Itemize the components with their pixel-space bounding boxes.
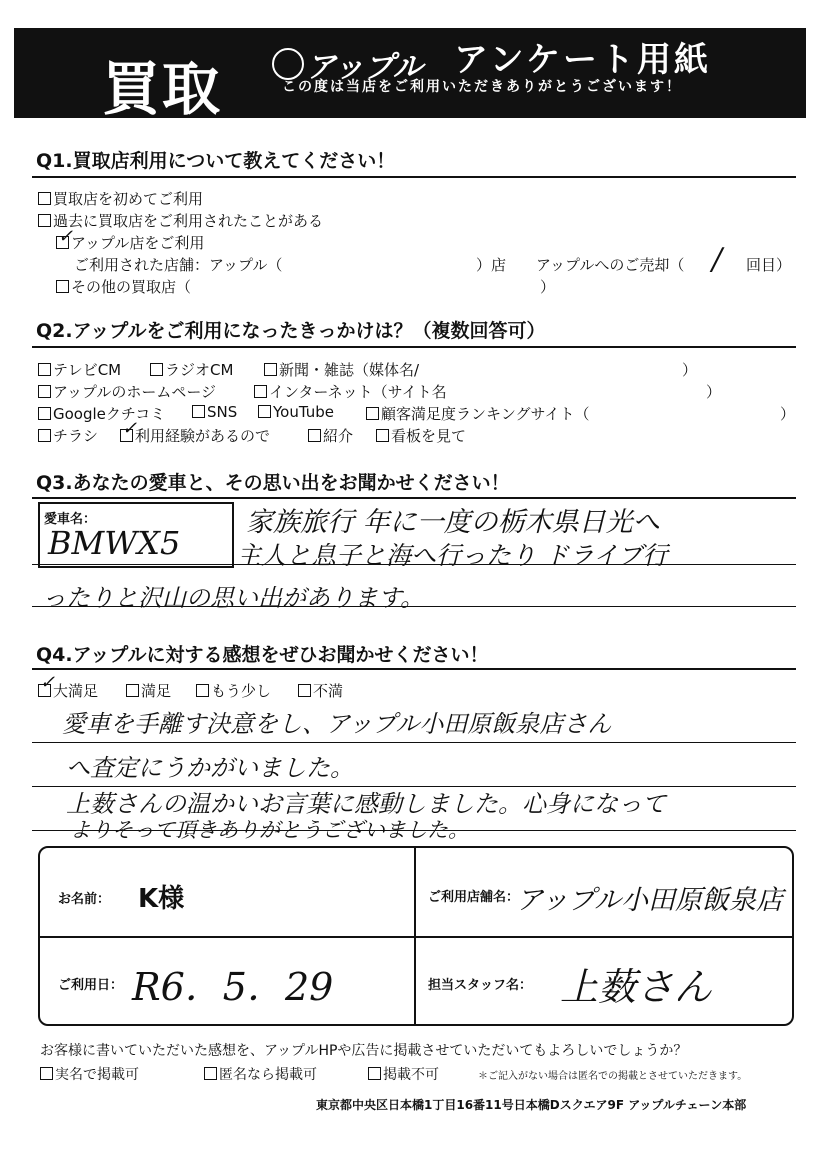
date-label: ご利用日： [58, 978, 124, 993]
q2-row1-end: ） [682, 361, 698, 379]
checkbox[interactable] [298, 684, 311, 697]
survey-title: アンケート用紙 [454, 40, 711, 80]
q2-option-google[interactable]: Googleクチコミ [38, 403, 165, 424]
q3-memory-line: ったりと沢山の思い出があります。 [42, 584, 425, 612]
survey-subtitle: この度は当店をご利用いただきありがとうございます！ [282, 79, 682, 95]
q2-option-homepage[interactable]: アップルのホームページ [38, 381, 216, 402]
brand-logo: アップル [306, 50, 423, 85]
q2-option-flyer[interactable]: チラシ [38, 425, 98, 446]
q1-option-apple-store[interactable]: アップル店をご利用 [56, 232, 204, 253]
car-name-box[interactable] [38, 502, 234, 568]
name-label: お名前： [58, 892, 111, 907]
q4-comment-line: 上薮さんの温かいお言葉に感動しました。心身になって [66, 790, 666, 818]
checkbox[interactable] [264, 363, 277, 376]
header-banner [14, 28, 806, 123]
publish-anonymous[interactable]: 匿名なら掲載可 [204, 1064, 317, 1084]
q2-divider [32, 346, 796, 348]
q2-option-experience[interactable]: 利用経験があるので [120, 425, 270, 446]
car-name-label: 愛車名： [44, 512, 97, 527]
checkbox[interactable] [366, 407, 379, 420]
q4-rating-satisfied[interactable]: 満足 [126, 680, 171, 701]
q2-option-internet[interactable]: インターネット（サイト名 [254, 381, 447, 402]
check-mark-icon: ✓ [122, 418, 138, 439]
q1-sell-count-suffix: 回目） [746, 256, 792, 274]
q4-heading: Q4.アップルに対する感想をぜひお聞かせください！ [36, 644, 489, 666]
customer-info-card [38, 846, 794, 1026]
checkbox[interactable] [38, 214, 51, 227]
q2-option-newspaper[interactable]: 新聞・雑誌（媒体名/ [264, 359, 419, 380]
checkbox[interactable] [56, 280, 69, 293]
checkbox[interactable] [38, 407, 51, 420]
q4-line [32, 742, 796, 743]
checkbox[interactable] [368, 1067, 381, 1080]
checkbox[interactable] [376, 429, 389, 442]
checkbox[interactable] [192, 405, 205, 418]
q3-memory-line: 家族旅行 年に一度の栃木県日光へ [246, 507, 660, 538]
q1-sell-count-label: アップルへのご売却（ [536, 256, 685, 274]
q4-rating-unsatisfied[interactable]: 不満 [298, 680, 343, 701]
q4-rating-very-satisfied[interactable]: 大満足 [38, 680, 98, 701]
publish-real-name[interactable]: 実名で掲載可 [40, 1064, 139, 1084]
q4-divider [32, 668, 796, 670]
checkbox[interactable] [196, 684, 209, 697]
check-mark-icon: ✓ [40, 672, 56, 693]
publish-not-allowed[interactable]: 掲載不可 [368, 1064, 439, 1084]
checkbox[interactable] [204, 1067, 217, 1080]
staff-value[interactable]: 上薮さん [560, 965, 713, 1009]
checkbox[interactable] [126, 684, 139, 697]
q1-option-past-use[interactable]: 過去に買取店をご利用されたことがある [38, 210, 323, 231]
q4-rating-could-improve[interactable]: もう少し [196, 680, 271, 701]
q4-comment-line: へ査定にうかがいました。 [66, 754, 354, 782]
q2-row2-end: ） [706, 383, 722, 401]
checkbox[interactable] [254, 385, 267, 398]
kaitori-title: 買取 [102, 55, 223, 123]
q2-option-radio[interactable]: ラジオCM [150, 359, 233, 380]
q2-option-sns[interactable]: SNS [192, 403, 237, 421]
publish-question: お客様に書いていただいた感想を、アップルHPや広告に掲載させていただいてもよろしいでしょうか？ [40, 1043, 688, 1059]
q1-option-other-store[interactable]: その他の買取店（ [56, 276, 191, 297]
staff-label: 担当スタッフ名： [428, 978, 533, 993]
q1-store-used-label: ご利用された店舗：アップル（ [74, 256, 283, 274]
q1-other-suffix: ） [540, 278, 556, 296]
q2-row3-end: ） [780, 405, 796, 423]
checkbox[interactable] [38, 363, 51, 376]
hq-address: 東京都中央区日本橋1丁目16番11号日本橋Dスクエア9F アップルチェーン本部 [316, 1098, 747, 1112]
card-horizontal-divider [40, 936, 792, 938]
name-value[interactable]: K様 [138, 884, 185, 914]
q2-option-signboard[interactable]: 看板を見て [376, 425, 466, 446]
q3-heading: Q3.あなたの愛車と、その思い出をお聞かせください！ [36, 472, 510, 494]
checkbox[interactable] [38, 429, 51, 442]
q4-comment-line: 愛車を手離す決意をし、アップル小田原飯泉店さん [62, 710, 612, 738]
checkbox[interactable] [40, 1067, 53, 1080]
date-value[interactable]: R6．5．29 [132, 965, 334, 1009]
checkbox[interactable] [150, 363, 163, 376]
checkbox[interactable] [258, 405, 271, 418]
q2-option-tv[interactable]: テレビCM [38, 359, 121, 380]
q3-divider [32, 497, 796, 499]
q1-store-suffix: ）店 [476, 256, 507, 274]
q4-comment-line: よりそって頂きありがとうございました。 [70, 818, 469, 842]
q2-option-referral[interactable]: 紹介 [308, 425, 353, 446]
store-label: ご利用店舗名： [428, 890, 520, 905]
checkbox[interactable] [38, 192, 51, 205]
check-mark-icon: ✓ [58, 226, 74, 247]
store-value[interactable]: アップル小田原飯泉店 [516, 885, 784, 916]
q1-divider [32, 176, 796, 178]
q2-option-youtube[interactable]: YouTube [258, 403, 334, 421]
q3-memory-line: 主人と息子と海へ行ったり ドライブ行 [236, 541, 668, 570]
q2-option-ranking[interactable]: 顧客満足度ランキングサイト（ [366, 403, 590, 424]
q1-sell-count-value[interactable]: / [712, 242, 723, 277]
checkbox[interactable] [308, 429, 321, 442]
q1-option-first-time[interactable]: 買取店を初めてご利用 [38, 188, 203, 209]
publish-note: ＊ご記入がない場合は匿名での掲載とさせていただきます。 [478, 1071, 748, 1082]
checkbox[interactable] [38, 385, 51, 398]
q1-heading: Q1.買取店利用について教えてください！ [36, 150, 396, 172]
car-name-value[interactable]: BMWX5 [48, 524, 181, 562]
q2-heading: Q2.アップルをご利用になったきっかけは？（複数回答可） [36, 320, 546, 342]
